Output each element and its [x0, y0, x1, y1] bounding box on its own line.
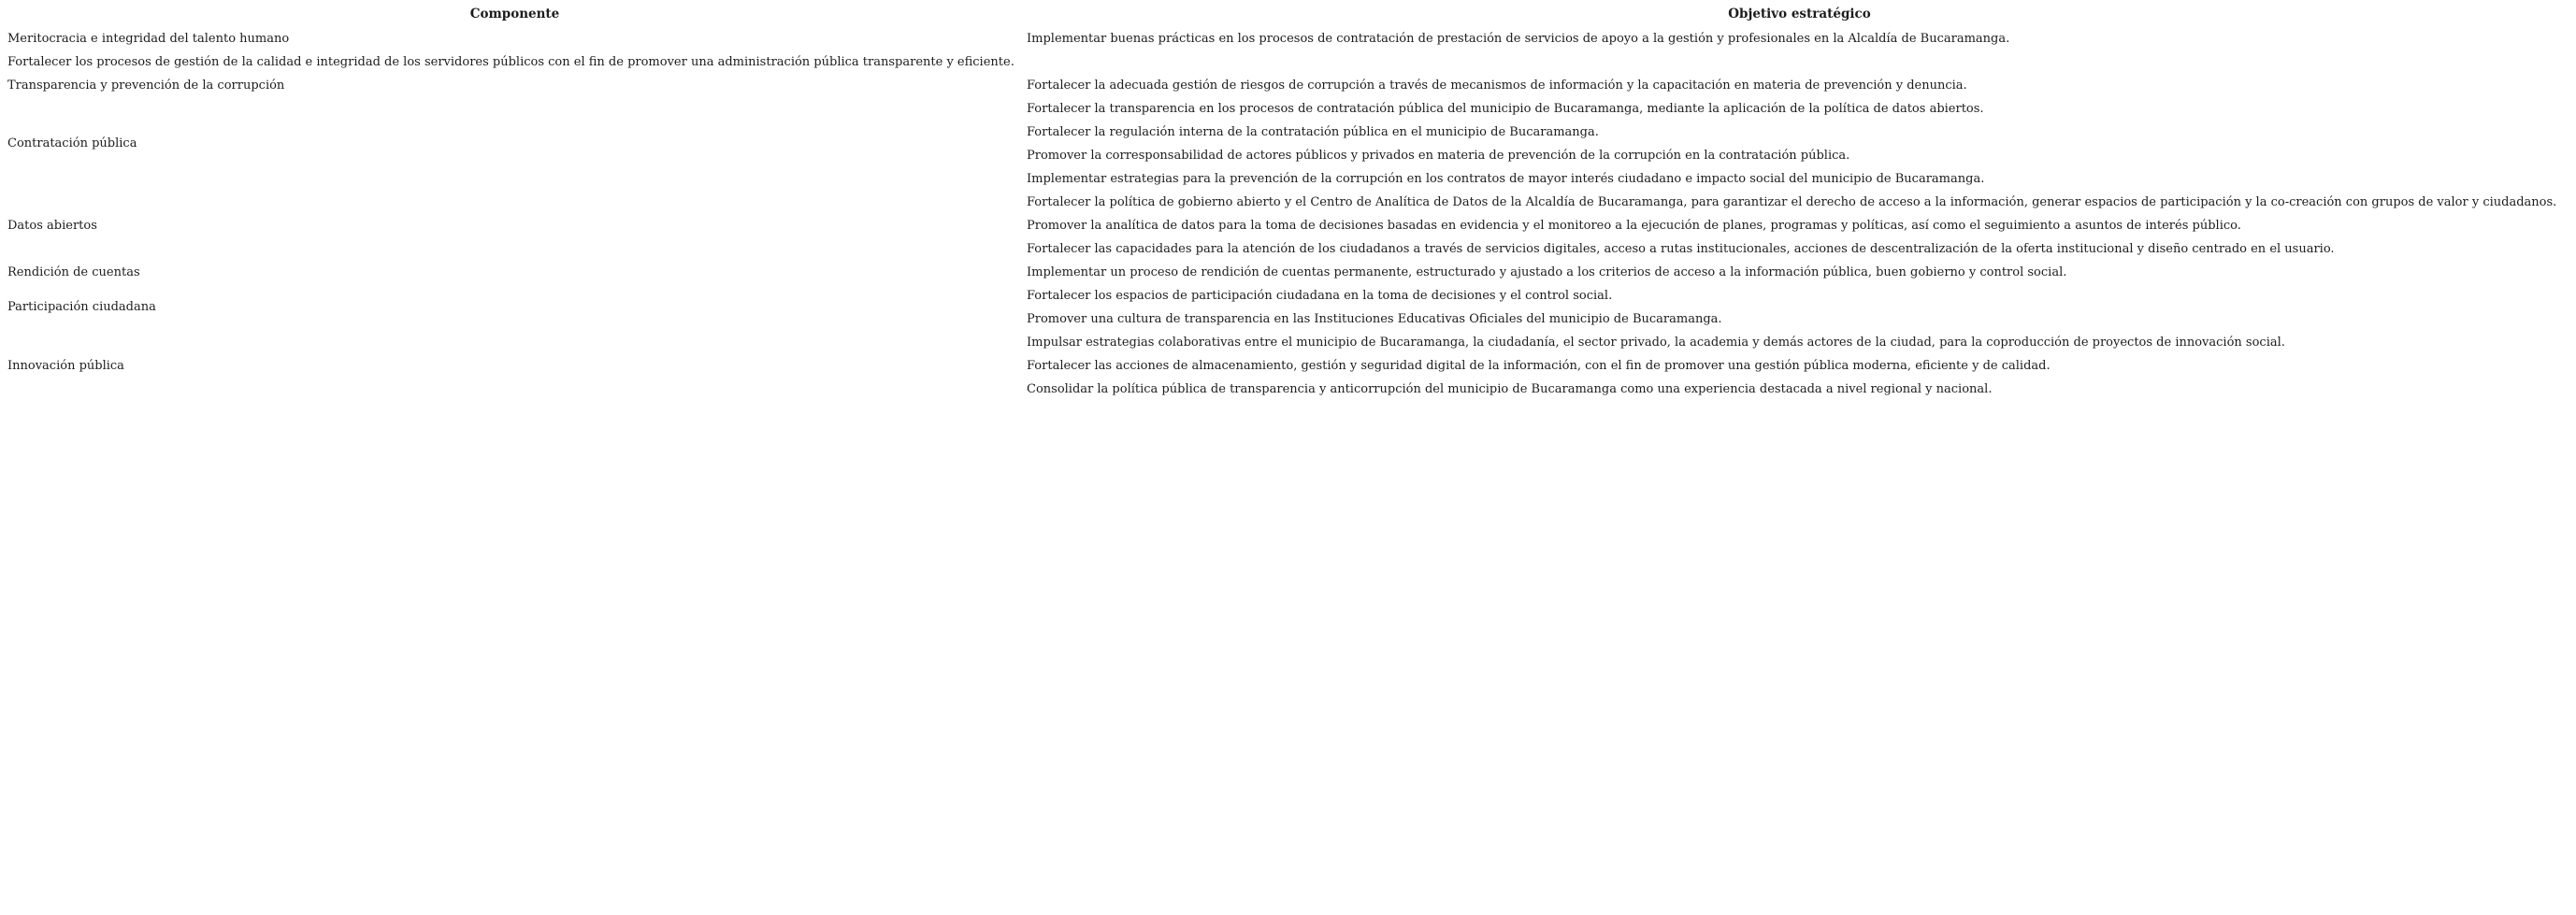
componente-cell: Rendición de cuentas: [7, 264, 140, 279]
policy-table-section: [0, 2, 2576, 401]
column-header-objetivo: Objetivo estratégico: [1728, 7, 1871, 22]
objetivo-cell: Fortalecer los espacios de participación ciudadana en la toma de decisiones y el control social.: [1027, 288, 1613, 303]
objetivo-cell: Consolidar la política pública de transparencia y anticorrupción del municipio de Bucaramanga como una experiencia destacada a nivel regional y nacional.: [1027, 381, 1993, 396]
components-objectives-table: [3, 2, 2572, 401]
objetivo-cell: Fortalecer las acciones de almacenamiento, gestión y seguridad digital de la información, con el fin de promover una gestión pública moderna, eficiente y de calidad.: [1027, 358, 2051, 373]
column-header-componente: Componente: [469, 7, 560, 22]
objetivo-cell: Impulsar estrategias colaborativas entre el municipio de Bucaramanga, la ciudadanía, el sector privado, la academia y demás actores de la ciudad, para la coproducción de proyectos de innovación social.: [1027, 335, 2285, 350]
objetivo-cell: Implementar un proceso de rendición de cuentas permanente, estructurado y ajustado a los criterios de acceso a la información pública, buen gobierno y control social.: [1027, 264, 2067, 279]
header-row: [3, 2, 2572, 27]
objetivo-cell: Fortalecer la adecuada gestión de riesgos de corrupción a través de mecanismos de información y la capacitación en materia de prevención y denuncia.: [1027, 78, 1967, 93]
table-row: [3, 97, 2572, 121]
objetivo-cell: Promover la analítica de datos para la toma de decisiones basadas en evidencia y el monitoreo a la ejecución de planes, programas y políticas, así como el seguimiento a asuntos de interés público.: [1027, 218, 2241, 233]
componente-cell: Contratación pública: [7, 136, 137, 151]
componente-cell: Transparencia y prevención de la corrupción: [7, 78, 285, 93]
table-row: [3, 27, 2572, 50]
componente-cell: Meritocracia e integridad del talento humano: [7, 31, 290, 46]
table-row: [3, 261, 2572, 284]
table-row: [3, 284, 2572, 307]
objetivo-cell: Implementar buenas prácticas en los procesos de contratación de prestación de servicios de apoyo a la gestión y profesionales en la Alcaldía de Bucaramanga.: [1027, 31, 2010, 46]
objetivo-cell: Fortalecer la regulación interna de la contratación pública en el municipio de Bucaramanga.: [1027, 124, 1599, 139]
objetivo-cell: Promover una cultura de transparencia en las Instituciones Educativas Oficiales del municipio de Bucaramanga.: [1027, 311, 1722, 326]
componente-cell: Innovación pública: [7, 358, 124, 373]
table-row: [3, 331, 2572, 354]
objetivo-cell: Fortalecer la transparencia en los procesos de contratación pública del municipio de Bucaramanga, mediante la aplicación de la política de datos abiertos.: [1027, 101, 1984, 116]
table-row: [3, 191, 2572, 214]
componente-cell: Datos abiertos: [7, 218, 97, 233]
objetivo-cell: [1022, 50, 2572, 74]
objetivo-cell: Implementar estrategias para la prevención de la corrupción en los contratos de mayor interés ciudadano e impacto social del municipio de Bucaramanga.: [1027, 171, 1985, 186]
componente-cell: Fortalecer los procesos de gestión de la calidad e integridad de los servidores públicos con el fin de promover una administración pública transparente y eficiente.: [7, 54, 1015, 69]
table-row: [3, 50, 2572, 74]
table-row: [3, 74, 2572, 97]
objetivo-cell: Fortalecer la política de gobierno abierto y el Centro de Analítica de Datos de la Alcaldía de Bucaramanga, para garantizar el derecho de acceso a la información, generar espacios de participación y la co-creación con grupos de valor y ciudadanos.: [1027, 194, 2557, 209]
objetivo-cell: Promover la corresponsabilidad de actores públicos y privados en materia de prevención de la corrupción en la contratación pública.: [1027, 148, 1850, 163]
componente-cell: Participación ciudadana: [7, 300, 156, 315]
objetivo-cell: Fortalecer las capacidades para la atención de los ciudadanos a través de servicios digitales, acceso a rutas institucionales, acciones de descentralización de la oferta institucional y diseño centrado en el usuario.: [1027, 241, 2335, 256]
